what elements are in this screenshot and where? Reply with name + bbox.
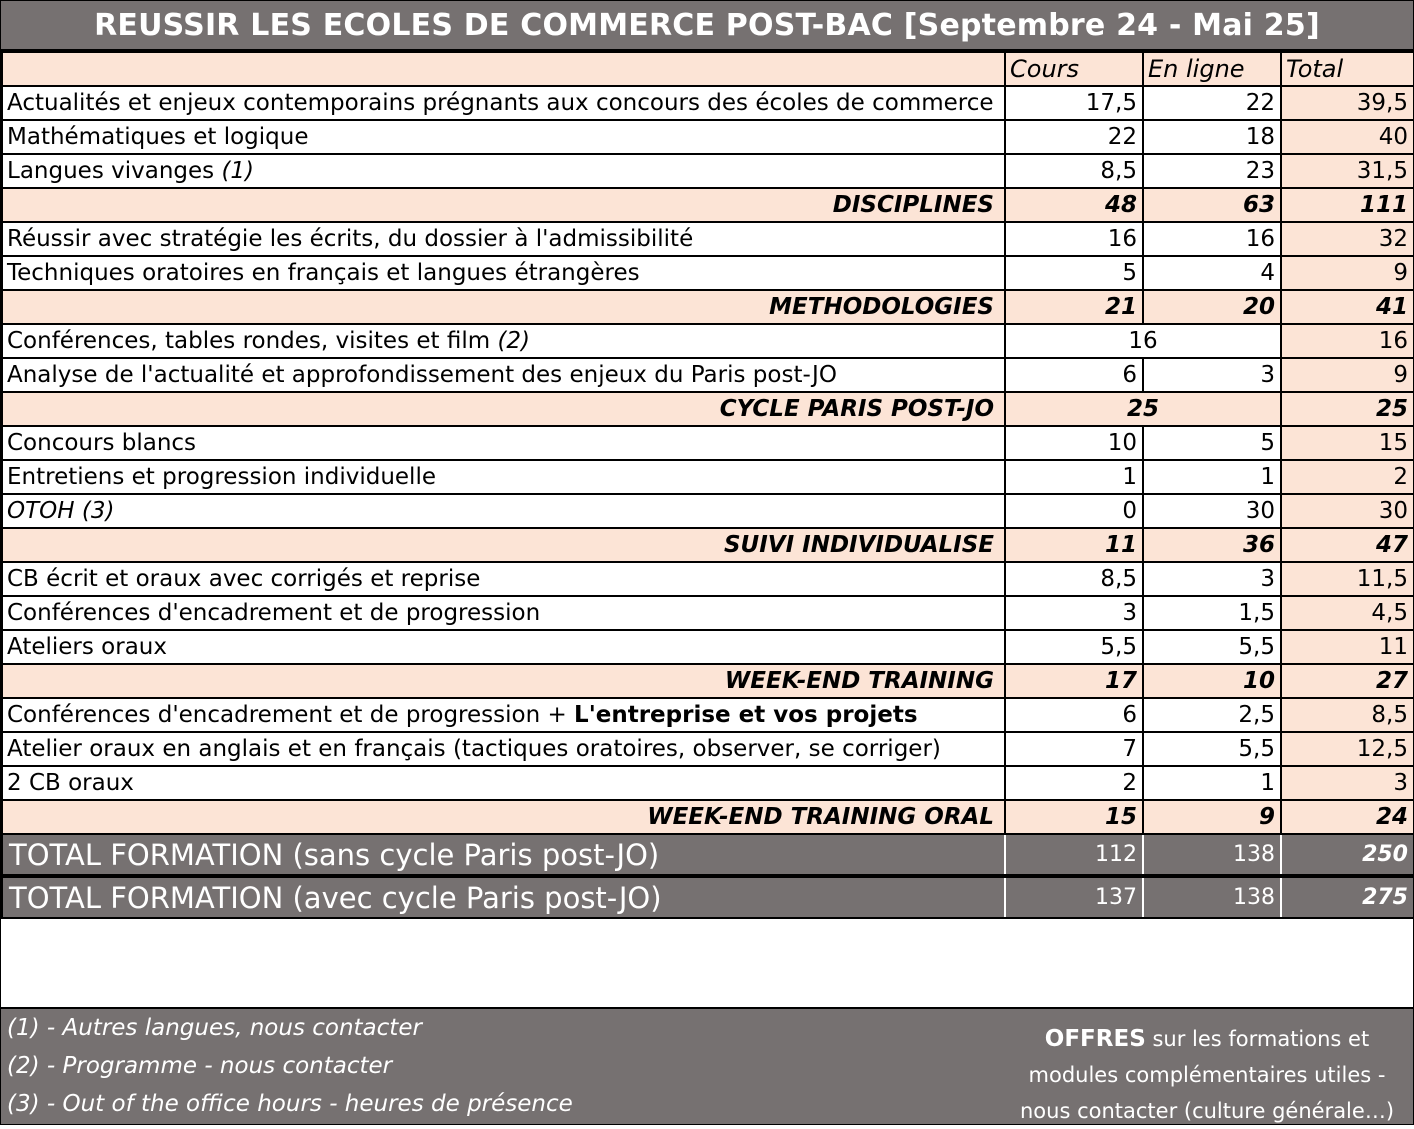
footer-notes	[1, 1007, 1413, 1124]
row-label	[2, 698, 1005, 732]
offers-note	[1001, 1021, 1413, 1129]
total-cell: 16	[1281, 324, 1414, 358]
table-row	[2, 358, 1414, 392]
row-label: 2 CB oraux	[2, 766, 1005, 800]
en-ligne-cell: 2,5	[1143, 698, 1281, 732]
total-cell: 27	[1281, 664, 1414, 698]
total-cell: 31,5	[1281, 154, 1414, 188]
cours-cell: 5	[1005, 256, 1143, 290]
en-ligne-cell: 36	[1143, 528, 1281, 562]
row-label	[2, 324, 1005, 358]
total-cell: 24	[1281, 800, 1414, 834]
grand-total-label: TOTAL FORMATION (avec cycle Paris post-JO)	[2, 876, 1005, 918]
total-cell: 275	[1281, 876, 1414, 918]
row-label	[2, 154, 1005, 188]
en-ligne-cell: 23	[1143, 154, 1281, 188]
row-label: Conférences d'encadrement et de progression	[2, 596, 1005, 630]
cours-cell: 5,5	[1005, 630, 1143, 664]
table-row	[2, 86, 1414, 120]
en-ligne-cell: 5	[1143, 426, 1281, 460]
cours-cell: 0	[1005, 494, 1143, 528]
subtotal-row	[2, 528, 1414, 562]
grand-total-label: TOTAL FORMATION (sans cycle Paris post-JO)	[2, 834, 1005, 876]
table-row	[2, 732, 1414, 766]
subtotal-label: WEEK-END TRAINING ORAL	[2, 800, 1005, 834]
subtotal-label: DISCIPLINES	[2, 188, 1005, 222]
total-cell: 41	[1281, 290, 1414, 324]
table-row	[2, 698, 1414, 732]
row-label: OTOH (3)	[2, 494, 1005, 528]
column-header-row	[2, 52, 1414, 86]
cours-cell: 1	[1005, 460, 1143, 494]
en-ligne-cell: 10	[1143, 664, 1281, 698]
column-header-cours: Cours	[1005, 52, 1143, 86]
row-label: Analyse de l'actualité et approfondissement des enjeux du Paris post-JO	[2, 358, 1005, 392]
total-cell: 39,5	[1281, 86, 1414, 120]
table-row	[2, 596, 1414, 630]
cours-cell: 7	[1005, 732, 1143, 766]
grand-total-row	[2, 876, 1414, 918]
cours-cell: 16	[1005, 222, 1143, 256]
total-cell: 32	[1281, 222, 1414, 256]
row-label: CB écrit et oraux avec corrigés et reprise	[2, 562, 1005, 596]
table-row	[2, 222, 1414, 256]
total-cell: 11,5	[1281, 562, 1414, 596]
en-ligne-cell: 138	[1143, 834, 1281, 876]
cours-cell: 15	[1005, 800, 1143, 834]
table-row	[2, 630, 1414, 664]
total-cell: 250	[1281, 834, 1414, 876]
header-blank-cell	[2, 52, 1005, 86]
footnote-2: (2) - Programme - nous contacter	[7, 1053, 393, 1079]
en-ligne-cell: 3	[1143, 562, 1281, 596]
row-label: Techniques oratoires en français et langues étrangères	[2, 256, 1005, 290]
cours-cell: 48	[1005, 188, 1143, 222]
en-ligne-cell: 138	[1143, 876, 1281, 918]
cours-cell: 17	[1005, 664, 1143, 698]
en-ligne-cell: 22	[1143, 86, 1281, 120]
row-label: Concours blancs	[2, 426, 1005, 460]
table-row	[2, 766, 1414, 800]
subtotal-row	[2, 664, 1414, 698]
row-label-text: Conférences, tables rondes, visites et film	[7, 328, 491, 354]
subtotal-row	[2, 290, 1414, 324]
total-cell: 111	[1281, 188, 1414, 222]
cours-cell: 21	[1005, 290, 1143, 324]
en-ligne-cell: 5,5	[1143, 630, 1281, 664]
row-label: Réussir avec stratégie les écrits, du dossier à l'admissibilité	[2, 222, 1005, 256]
cours-cell: 3	[1005, 596, 1143, 630]
subtotal-row	[2, 188, 1414, 222]
offers-text: sur les formations et modules complémentaires utiles - nous contacter (culture générale…)	[1019, 1027, 1395, 1123]
row-label: Atelier oraux en anglais et en français (tactiques oratoires, observer, se corriger)	[2, 732, 1005, 766]
total-cell: 8,5	[1281, 698, 1414, 732]
column-header-en-ligne: En ligne	[1143, 52, 1281, 86]
merged-hours-cell: 16	[1005, 324, 1281, 358]
footnote-1: (1) - Autres langues, nous contacter	[7, 1015, 422, 1041]
table-row	[2, 154, 1414, 188]
cours-cell: 10	[1005, 426, 1143, 460]
total-cell: 25	[1281, 392, 1414, 426]
table-row	[2, 256, 1414, 290]
table-row	[2, 426, 1414, 460]
en-ligne-cell: 20	[1143, 290, 1281, 324]
subtotal-label: CYCLE PARIS POST-JO	[2, 392, 1005, 426]
row-label: Entretiens et progression individuelle	[2, 460, 1005, 494]
cours-cell: 6	[1005, 358, 1143, 392]
grand-total-row	[2, 834, 1414, 876]
en-ligne-cell: 3	[1143, 358, 1281, 392]
row-label: Actualités et enjeux contemporains prégnants aux concours des écoles de commerce	[2, 86, 1005, 120]
en-ligne-cell: 1	[1143, 460, 1281, 494]
en-ligne-cell: 18	[1143, 120, 1281, 154]
total-cell: 11	[1281, 630, 1414, 664]
total-cell: 4,5	[1281, 596, 1414, 630]
cours-cell: 112	[1005, 834, 1143, 876]
en-ligne-cell: 5,5	[1143, 732, 1281, 766]
en-ligne-cell: 16	[1143, 222, 1281, 256]
subtotal-row	[2, 392, 1414, 426]
total-cell: 9	[1281, 256, 1414, 290]
subtotal-label: WEEK-END TRAINING	[2, 664, 1005, 698]
row-label-text: Langues vivanges	[7, 158, 215, 184]
cours-cell: 22	[1005, 120, 1143, 154]
row-label-text: Conférences d'encadrement et de progression +	[7, 702, 575, 728]
cours-cell: 6	[1005, 698, 1143, 732]
total-cell: 2	[1281, 460, 1414, 494]
subtotal-row	[2, 800, 1414, 834]
page-title: REUSSIR LES ECOLES DE COMMERCE POST-BAC [Septembre 24 - Mai 25]	[1, 1, 1413, 51]
en-ligne-cell: 4	[1143, 256, 1281, 290]
cours-cell: 11	[1005, 528, 1143, 562]
column-header-total: Total	[1281, 52, 1414, 86]
cours-cell: 137	[1005, 876, 1143, 918]
subtotal-label: SUIVI INDIVIDUALISE	[2, 528, 1005, 562]
cours-cell: 17,5	[1005, 86, 1143, 120]
en-ligne-cell: 1	[1143, 766, 1281, 800]
en-ligne-cell: 9	[1143, 800, 1281, 834]
table-row	[2, 120, 1414, 154]
row-label: Mathématiques et logique	[2, 120, 1005, 154]
offers-bold: OFFRES	[1044, 1026, 1146, 1052]
cours-cell: 8,5	[1005, 562, 1143, 596]
subtotal-label: METHODOLOGIES	[2, 290, 1005, 324]
table-row	[2, 494, 1414, 528]
table-row	[2, 460, 1414, 494]
merged-hours-cell: 25	[1005, 392, 1281, 426]
total-cell: 15	[1281, 426, 1414, 460]
row-label: Ateliers oraux	[2, 630, 1005, 664]
total-cell: 12,5	[1281, 732, 1414, 766]
total-cell: 30	[1281, 494, 1414, 528]
table-row	[2, 324, 1414, 358]
footnote-ref: (2)	[497, 328, 531, 354]
table-row	[2, 562, 1414, 596]
en-ligne-cell: 63	[1143, 188, 1281, 222]
cours-cell: 8,5	[1005, 154, 1143, 188]
total-cell: 40	[1281, 120, 1414, 154]
total-cell: 9	[1281, 358, 1414, 392]
total-cell: 3	[1281, 766, 1414, 800]
total-cell: 47	[1281, 528, 1414, 562]
hours-table	[1, 51, 1414, 919]
en-ligne-cell: 30	[1143, 494, 1281, 528]
row-label-bold: L'entreprise et vos projets	[574, 702, 918, 728]
footnote-3: (3) - Out of the office hours - heures de présence	[7, 1091, 573, 1117]
footnote-ref: (1)	[221, 158, 255, 184]
cours-cell: 2	[1005, 766, 1143, 800]
en-ligne-cell: 1,5	[1143, 596, 1281, 630]
